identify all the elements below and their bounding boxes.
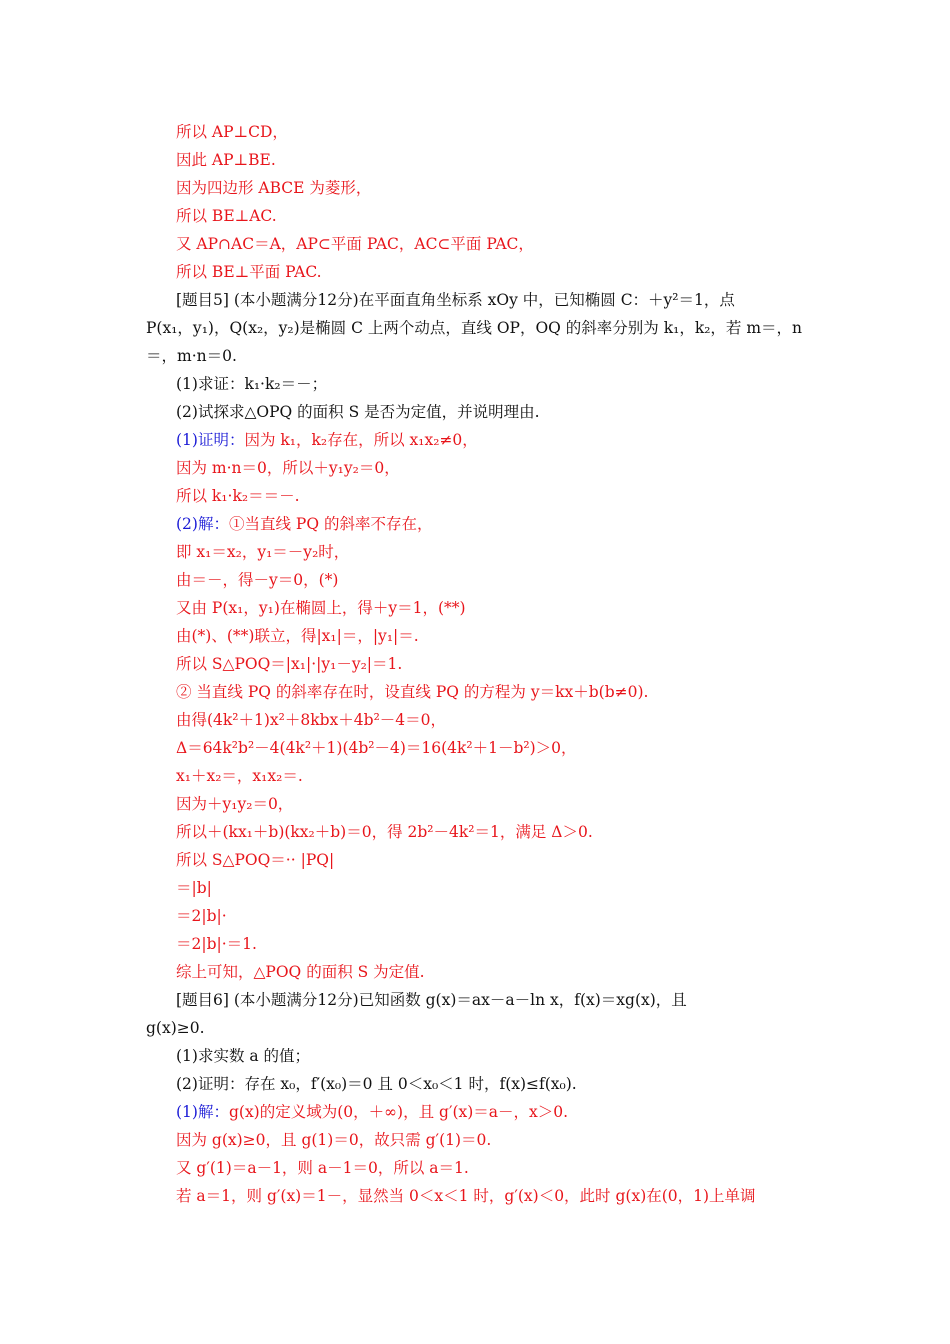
text-line: 所以 BE⊥平面 PAC.	[176, 263, 322, 281]
problem-5-statement: [题目5] (本小题满分12分)在平面直角坐标系 xOy 中，已知椭圆 C：＋y²＝1，点	[176, 291, 735, 309]
text-line: 所以 S△POQ＝|x₁|·|y₁－y₂|＝1.	[176, 655, 403, 673]
text-line: 因为 g(x)≥0，且 g(1)＝0，故只需 g′(1)＝0.	[176, 1131, 492, 1149]
text-line: 所以 BE⊥AC.	[176, 207, 277, 225]
text-line: Δ＝64k²b²－4(4k²＋1)(4b²－4)＝16(4k²＋1－b²)＞0，	[176, 739, 577, 757]
text-line: x₁＋x₂＝，x₁x₂＝.	[176, 767, 303, 785]
question-1: (1)求实数 a 的值；	[176, 1047, 311, 1065]
text-line: 因为四边形 ABCE 为菱形，	[176, 179, 372, 197]
problem-6-statement-cont: g(x)≥0.	[146, 1019, 205, 1037]
text-line: 因为 m·n＝0，所以＋y₁y₂＝0，	[176, 459, 400, 477]
solution-line: (2)解：①当直线 PQ 的斜率不存在，	[176, 515, 433, 533]
text-line: 因为＋y₁y₂＝0，	[176, 795, 294, 813]
text-line: ＝2|b|·＝1.	[176, 935, 257, 953]
question-1: (1)求证：k₁·k₂＝－；	[176, 375, 328, 393]
text-line: ＝|b|	[176, 879, 212, 897]
problem-5-statement-cont: P(x₁，y₁)，Q(x₂，y₂)是椭圆 C 上两个动点，直线 OP，OQ 的斜率分别为 k₁，k₂，若 m＝，n	[146, 319, 803, 337]
question-2: (2)证明：存在 x₀，f′(x₀)＝0 且 0＜x₀＜1 时，f(x)≤f(x₀).	[176, 1075, 577, 1093]
text-line: 又 AP∩AC＝A，AP⊂平面 PAC，AC⊂平面 PAC，	[176, 235, 534, 253]
solution-line: (1)证明：因为 k₁，k₂存在，所以 x₁x₂≠0，	[176, 431, 478, 449]
text-line: 即 x₁＝x₂，y₁＝－y₂时，	[176, 543, 350, 561]
text-line: 因此 AP⊥BE.	[176, 151, 276, 169]
text-line: 由＝－，得－y＝0，(*)	[176, 571, 339, 589]
text-line: 由得(4k²＋1)x²＋8kbx＋4b²－4＝0，	[176, 711, 447, 729]
problem-5-statement-cont: ＝，m·n＝0.	[146, 347, 237, 365]
text-line: 所以 AP⊥CD，	[176, 123, 288, 141]
text-line: 由(*)、(**)联立，得|x₁|＝，|y₁|＝.	[176, 627, 419, 645]
solution-label: (2)解：	[176, 515, 229, 533]
solution-label: (1)解：	[176, 1103, 229, 1121]
text-line: ② 当直线 PQ 的斜率存在时，设直线 PQ 的方程为 y＝kx＋b(b≠0).	[176, 683, 649, 701]
text-line: 又 g′(1)＝a－1，则 a－1＝0，所以 a＝1.	[176, 1159, 469, 1177]
problem-6-statement: [题目6] (本小题满分12分)已知函数 g(x)＝ax－a－ln x，f(x)＝xg(x)，且	[176, 991, 687, 1009]
proof-label: (1)证明：	[176, 431, 245, 449]
solution-line: (1)解：g(x)的定义域为(0，＋∞)，且 g′(x)＝a－，x＞0.	[176, 1103, 569, 1121]
text-line: 综上可知，△POQ 的面积 S 为定值.	[176, 963, 425, 981]
text-line: 所以＋(kx₁＋b)(kx₂＋b)＝0，得 2b²－4k²＝1，满足 Δ＞0.	[176, 823, 593, 841]
text-line: 所以 k₁·k₂＝＝－.	[176, 487, 300, 505]
text-line: ＝2|b|·	[176, 907, 227, 925]
text-line: 又由 P(x₁，y₁)在椭圆上，得＋y＝1，(**)	[176, 599, 466, 617]
text-line: 若 a＝1，则 g′(x)＝1－，显然当 0＜x＜1 时，g′(x)＜0，此时 g(x)在(0，1)上单调	[176, 1187, 756, 1205]
question-2: (2)试探求△OPQ 的面积 S 是否为定值，并说明理由.	[176, 403, 540, 421]
text-line: 所以 S△POQ＝·· |PQ|	[176, 851, 335, 869]
